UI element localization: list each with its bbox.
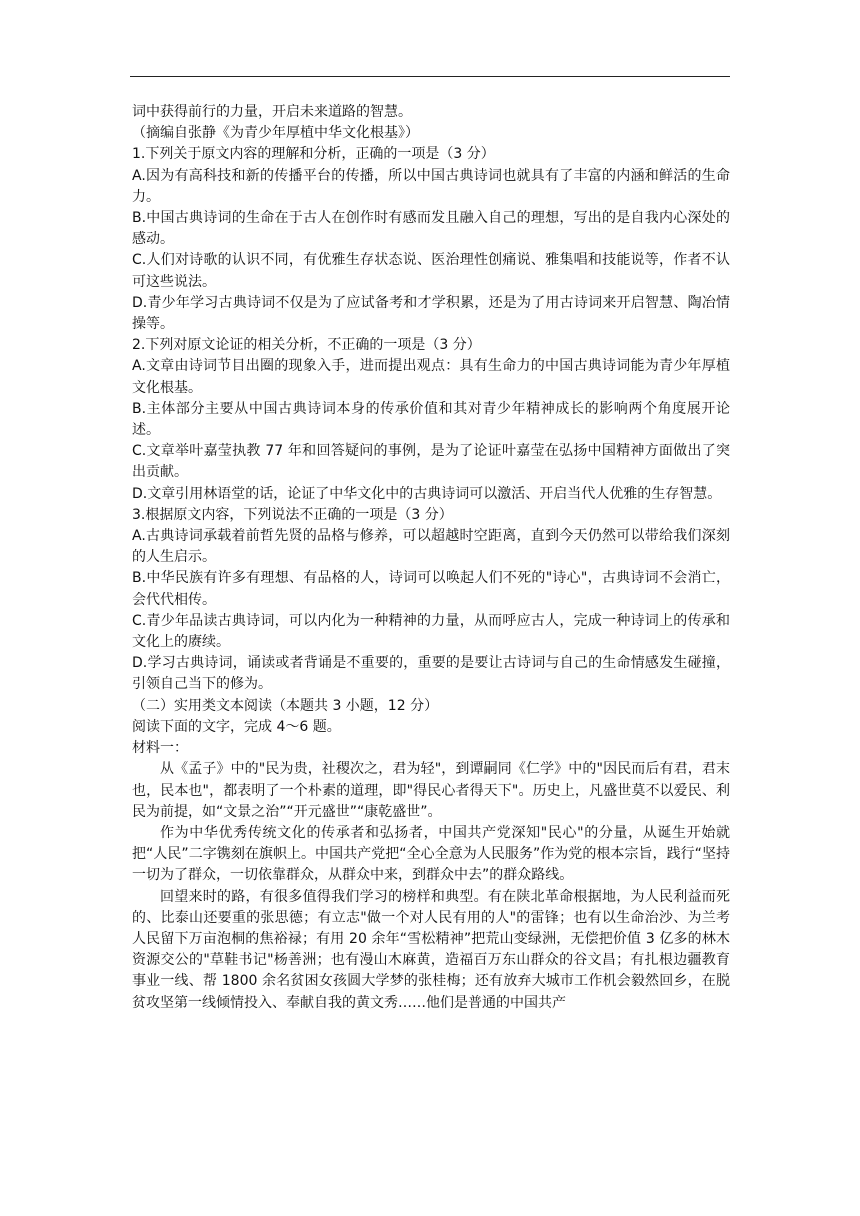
paragraph: 2.下列对原文论证的相关分析，不正确的一项是（3 分） bbox=[132, 337, 481, 354]
paragraph: （摘编自张静《为青少年厚植中华文化根基》） bbox=[132, 125, 419, 142]
paragraph: 1.下列关于原文内容的理解和分析，正确的一项是（3 分） bbox=[132, 146, 495, 163]
paragraph: D.学习古典诗词，诵读或者背诵是不重要的，重要的是要让古诗词与自己的生命情感发生碰撞，引领自己当下的修为。 bbox=[132, 655, 730, 693]
paragraph: A.文章由诗词节目出圈的现象入手，进而提出观点：具有生命力的中国古典诗词能为青少年厚植文化根基。 bbox=[132, 358, 730, 396]
document-body bbox=[132, 102, 730, 1014]
paragraph: A.因为有高科技和新的传播平台的传播，所以中国古典诗词也就具有了丰富的内涵和鲜活的生命力。 bbox=[132, 167, 730, 205]
paragraph: 词中获得前行的力量，开启未来道路的智慧。 bbox=[132, 104, 412, 120]
paragraph: B.中国古典诗词的生命在于古人在创作时有感而发且融入自己的理想，写出的是自我内心深处的感动。 bbox=[132, 210, 730, 248]
paragraph: 作为中华优秀传统文化的传承者和弘扬者，中国共产党深知"民心"的分量，从诞生开始就把“人民”二字镌刻在旗帜上。中国共产党把“全心全意为人民服务”作为党的根本宗旨，践行“坚持一切为了群众，一切依靠群众，从群众中来，到群众中去”的群众路线。 bbox=[132, 824, 730, 884]
paragraph: A.古典诗词承载着前哲先贤的品格与修养，可以超越时空距离，直到今天仍然可以带给我们深刻的人生启示。 bbox=[132, 528, 730, 566]
paragraph: 阅读下面的文字，完成 4～6 题。 bbox=[132, 718, 341, 735]
paragraph: D.文章引用林语堂的话，论证了中华文化中的古典诗词可以激活、开启当代人优雅的生存智慧。 bbox=[132, 485, 722, 502]
paragraph: D.青少年学习古典诗词不仅是为了应试备考和才学积累，还是为了用古诗词来开启智慧、陶冶情操等。 bbox=[132, 294, 730, 333]
paragraph: 从《孟子》中的"民为贵，社稷次之，君为轻"，到谭嗣同《仁学》中的"因民而后有君，君末也，民本也"，都表明了一个朴素的道理，即"得民心者得天下"。历史上，凡盛世莫不以爱民、利民为前提，如“文景之治”“开元盛世”“康乾盛世”。 bbox=[132, 761, 730, 820]
paragraph: C.青少年品读古典诗词，可以内化为一种精神的力量，从而呼应古人，完成一种诗词上的传承和文化上的赓续。 bbox=[132, 612, 730, 651]
paragraph: 3.根据原文内容，下列说法不正确的一项是（3 分） bbox=[132, 506, 453, 523]
paragraph: 材料一： bbox=[132, 740, 188, 757]
paragraph: B.主体部分主要从中国古典诗词本身的传承价值和其对青少年精神成长的影响两个角度展开论述。 bbox=[132, 400, 730, 439]
paragraph: 回望来时的路，有很多值得我们学习的榜样和典型。有在陕北革命根据地，为人民利益而死的、比泰山还要重的张思德；有立志"做一个对人民有用的人"的雷锋；也有以生命治沙、为兰考人民留下万亩泡桐的焦裕禄；有用 20 余年“雪松精神”把荒山变绿洲，无偿把价值 3 亿多的林木资源交公的"草鞋书记"杨善洲；也有漫山木麻黄，造福百万东山群众的谷文昌；有扎根边疆教育事业一线、帮 1800 余名贫困女孩圆大学梦的张桂梅；还有放弃大城市工作机会毅然回乡，在脱贫攻坚第一线倾情投入、奉献自我的黄文秀……他们是普通的中国共产 bbox=[132, 888, 730, 1011]
paragraph: C.人们对诗歌的认识不同，有优雅生存状态说、医治理性创痛说、雅集唱和技能说等，作者不认可这些说法。 bbox=[132, 252, 730, 290]
paragraph: C.文章举叶嘉莹执教 77 年和回答疑问的事例，是为了论证叶嘉莹在弘扬中国精神方面做出了突出贡献。 bbox=[132, 443, 730, 481]
paragraph: B.中华民族有许多有理想、有品格的人，诗词可以唤起人们不死的"诗心"，古典诗词不会消亡，会代代相传。 bbox=[132, 570, 730, 608]
header-rule bbox=[130, 76, 730, 77]
paragraph: （二）实用类文本阅读（本题共 3 小题，12 分） bbox=[132, 697, 439, 714]
